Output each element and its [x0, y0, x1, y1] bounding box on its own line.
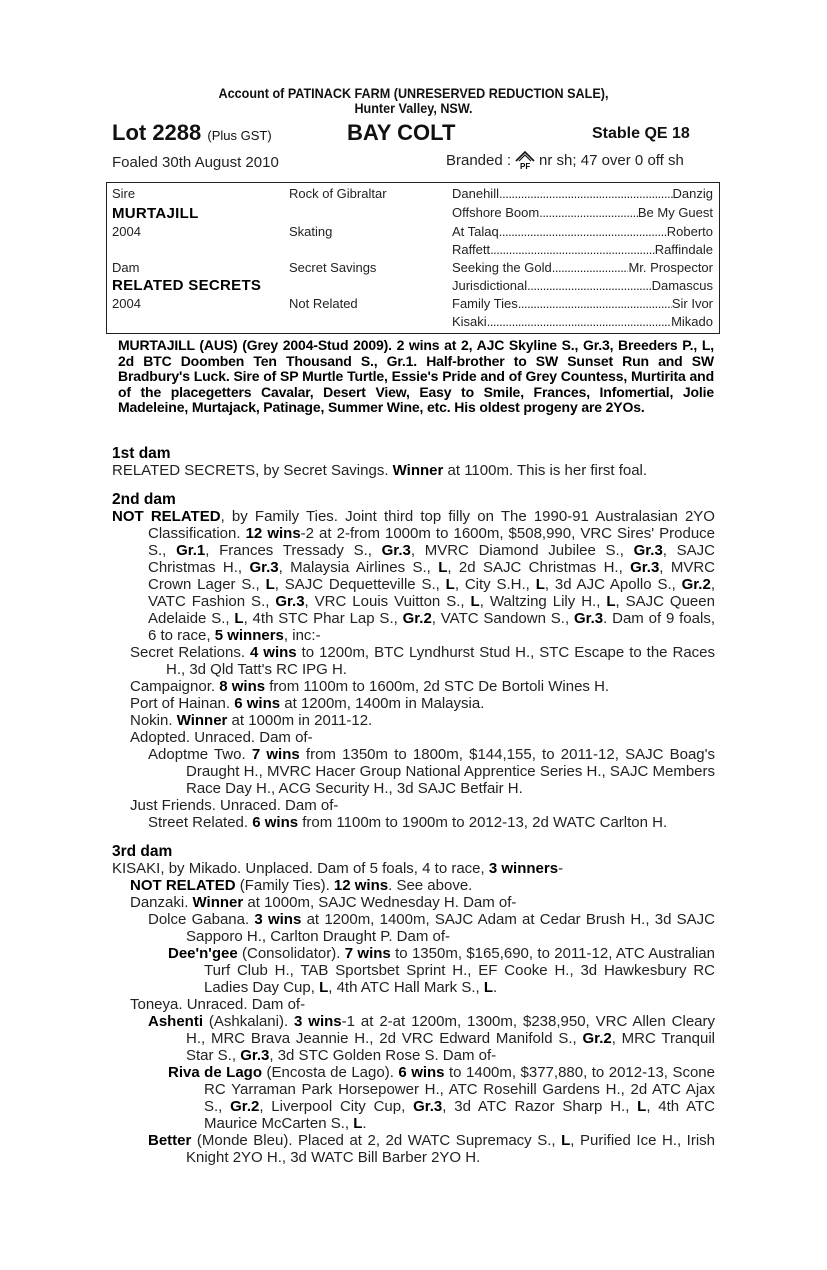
leader-dots [499, 224, 667, 239]
text: at 1200m, 1400m in Malaysia. [280, 695, 485, 712]
pedigree-entry [112, 508, 715, 644]
leader-dots [552, 260, 629, 275]
sire-summary: MURTAJILL (AUS) (Grey 2004-Stud 2009). 2 wins at 2, AJC Skyline S., Gr.3, Breeders P., L, 2d BTC Doomben Ten Thousand S., Gr.1. Half-brother to SW Sunset Run and SW Bradbury's Luck. Sire of SP Murtle Turtle, Essie's Pride and of Grey Countess, Murtirita and of the placegetters Cavalar, Desert View, Easy to Smile, Frances, Infomertial, Jolie Madeleine, Murtajack, Patinage, Summer Wine, etc. His oldest progeny are 2YOs. [118, 337, 714, 415]
pedigree-entry [112, 729, 715, 746]
text: at 1200m, 1400m, SAJC Adam at Cedar Brush H., 3d SAJC Sapporo H., Carlton Draught P. Dam of- [186, 911, 716, 945]
great-grandparent-name: Raffett [452, 242, 491, 257]
great-grandparent-sire: Be My Guest [637, 205, 713, 220]
leader-dots [527, 278, 651, 293]
brand-info [446, 150, 684, 170]
leader-dots [487, 314, 671, 329]
bold-text: 6 wins [252, 814, 299, 831]
bold-text: Gr.2 [681, 576, 711, 593]
great-grandparent-name: Seeking the Gold [452, 260, 552, 275]
text: to 1400m, $377,880, to 2012-13, Scone RC Yarraman Park Horsepower H., ATC Rosehill Gardens H., 2d ATC Ajax S., [204, 1064, 715, 1115]
text: , VRC Louis Vuitton S., [304, 593, 471, 610]
pedigree-entry [112, 712, 715, 729]
text: . [493, 979, 498, 996]
leader-dots [518, 296, 672, 311]
bold-text: L [438, 559, 448, 576]
bold-text: NOT RELATED [130, 877, 236, 894]
bold-text: Gr.3 [249, 559, 279, 576]
great-grandparent-sire: Mr. Prospector [628, 260, 713, 275]
female-line [112, 445, 715, 1166]
pedigree-entry [112, 695, 715, 712]
grandsire-maternal: Secret Savings [289, 260, 377, 275]
text: , Liverpool City Cup, [259, 1098, 414, 1115]
bold-text: L [353, 1115, 363, 1132]
bold-text: 7 wins [251, 746, 300, 763]
pedigree-entry [112, 945, 715, 996]
bold-text: NOT RELATED [112, 508, 221, 525]
pedigree-entry [112, 996, 715, 1013]
text: , Malaysia Airlines S., [278, 559, 439, 576]
bold-text: Gr.3 [573, 610, 604, 627]
foaled-date: Foaled 30th August 2010 [112, 154, 279, 171]
bold-text: Gr.3 [633, 542, 663, 559]
leader-dots [539, 205, 638, 220]
great-grandparent-name: At Talaq [452, 224, 499, 239]
great-grandparent-row [452, 186, 713, 201]
bold-text: Winner [192, 894, 244, 911]
text: Secret Relations. [130, 644, 250, 661]
bold-text: 12 wins [333, 877, 389, 894]
bold-text: Gr.3 [275, 593, 305, 610]
text: from 1350m to 1800m, $144,155, to 2011-12, SAJC Boag's Draught H., MVRC Hacer Group National Apprentice Series H., SAJC Members Race Day H., ACG Security H., 3d SAJC Betfair H. [186, 746, 715, 797]
great-grandparent-row [452, 314, 713, 329]
text: , 4th ATC Hall Mark S., [328, 979, 484, 996]
bold-text: 5 winners [214, 627, 284, 644]
bold-text: 3 wins [294, 1013, 342, 1030]
pedigree-entry [112, 814, 715, 831]
text: at 1000m in 2011-12. [227, 712, 373, 729]
text: RELATED SECRETS, by Secret Savings. [112, 462, 393, 479]
bold-text: L [561, 1132, 571, 1149]
text: . See above. [388, 877, 473, 894]
bold-text: 7 wins [344, 945, 391, 962]
great-grandparent-sire: Roberto [666, 224, 713, 239]
text: , Waltzing Lily H., [479, 593, 607, 610]
text: Danzaki. [130, 894, 193, 911]
text: , Frances Tressady S., [205, 542, 382, 559]
text: , 4th ATC Maurice McCarten S., [204, 1098, 715, 1132]
great-grandparent-sire: Sir Ivor [671, 296, 713, 311]
text: Adoptme Two. [148, 746, 252, 763]
bold-text: 4 wins [249, 644, 297, 661]
text: . [362, 1115, 367, 1132]
grandsire-paternal: Rock of Gibraltar [289, 186, 387, 201]
bold-text: 6 wins [234, 695, 281, 712]
pedigree-table [106, 182, 720, 334]
sire-label: Sire [112, 186, 136, 201]
vendor-line: Account of PATINACK FARM (UNRESERVED REDUCTION SALE), [218, 85, 609, 101]
great-grandparent-row [452, 278, 713, 293]
text: Dolce Gabana. [148, 911, 255, 928]
bold-text: Gr.3 [630, 559, 660, 576]
text: -1 at 2-at 1200m, 1300m, $238,950, VRC Allen Cleary H., MRC Brava Jeannie H., 2d VRC Edward Manifold S., [186, 1013, 715, 1047]
text: Nokin. [130, 712, 177, 729]
bold-text: 8 wins [219, 678, 266, 695]
svg-text:PF: PF [520, 162, 531, 170]
great-grandparent-name: Kisaki [452, 314, 487, 329]
great-grandparent-name: Family Ties [452, 296, 518, 311]
bold-text: Gr.3 [381, 542, 411, 559]
bold-text: Gr.2 [230, 1098, 260, 1115]
great-grandparent-name: Jurisdictional [452, 278, 528, 293]
stable-number: Stable QE 18 [592, 125, 690, 142]
text: Just Friends. Unraced. Dam of- [130, 797, 339, 814]
bold-text: Gr.1 [176, 542, 206, 559]
text: - [558, 860, 564, 877]
dam-year: 2004 [112, 296, 141, 311]
bold-text: L [535, 576, 545, 593]
text: , SAJC Dequetteville S., [274, 576, 446, 593]
granddam-paternal: Skating [289, 224, 333, 239]
text: , 2d SAJC Christmas H., [447, 559, 631, 576]
pedigree-entry [112, 877, 715, 894]
bold-text: L [637, 1098, 647, 1115]
text: , 3d ATC Razor Sharp H., [442, 1098, 638, 1115]
pedigree-entry [112, 860, 715, 877]
brand-text: nr sh; 47 over 0 off sh [539, 151, 684, 169]
great-grandparent-row [452, 260, 713, 275]
text: , VATC Fashion S., [148, 576, 715, 610]
pedigree-entry [112, 1013, 715, 1064]
bold-text: Ashenti [148, 1013, 204, 1030]
text: , 3d AJC Apollo S., [544, 576, 682, 593]
text: Adopted. Unraced. Dam of- [130, 729, 313, 746]
text: at 1000m, SAJC Wednesday H. Dam of- [243, 894, 517, 911]
text: KISAKI, by Mikado. Unplaced. Dam of 5 foals, 4 to race, [112, 860, 489, 877]
gst-note: (Plus GST) [207, 128, 272, 143]
text: , SAJC Christmas H., [148, 542, 716, 576]
bold-text: Gr.2 [582, 1030, 612, 1047]
great-grandparent-row [452, 224, 713, 239]
text: to 1200m, BTC Lyndhurst Stud H., STC Escape to the Races H., 3d Qld Tatt's RC IPG H. [166, 644, 716, 678]
section-heading: 2nd dam [112, 491, 176, 508]
pedigree-entry [112, 911, 715, 945]
sire-name: MURTAJILL [112, 205, 199, 222]
lot-label: Lot 2288 [112, 120, 202, 145]
great-grandparent-row [452, 242, 713, 257]
bold-text: 3 winners [488, 860, 559, 877]
dam-label: Dam [112, 260, 140, 275]
pedigree-entry [112, 894, 715, 911]
text: (Consolidator). [237, 945, 345, 962]
pedigree-entry [112, 644, 715, 678]
section-heading: 1st dam [112, 445, 171, 462]
bold-text: Dee'n'gee [168, 945, 238, 962]
text: from 1100m to 1900m to 2012-13, 2d WATC Carlton H. [298, 814, 668, 831]
text: , VATC Sandown S., [431, 610, 574, 627]
great-grandparent-sire: Danzig [672, 186, 713, 201]
bold-text: 12 wins [245, 525, 301, 542]
bold-text: Gr.3 [413, 1098, 443, 1115]
bold-text: L [606, 593, 616, 610]
text: at 1100m. This is her first foal. [443, 462, 648, 479]
great-grandparent-name: Danehill [452, 186, 499, 201]
text: . Dam of 9 foals, 6 to race, [148, 610, 715, 644]
branded-label: Branded : [446, 151, 512, 169]
vendor-location: Hunter Valley, NSW. [354, 100, 473, 116]
bold-text: Riva de Lago [168, 1064, 262, 1081]
text: (Family Ties). [235, 877, 334, 894]
granddam-maternal: Not Related [289, 296, 358, 311]
text: Port of Hainan. [130, 695, 235, 712]
pf-brand-icon [514, 150, 536, 170]
bold-text: L [470, 593, 480, 610]
text: to 1350m, $165,690, to 2011-12, ATC Australian Turf Club H., TAB Sportsbet Sprint H., EF Cooke H., 3d Hawkesbury RC Ladies Day Cup, [204, 945, 715, 996]
pedigree-entry [112, 678, 715, 695]
text: , Purified Ice H., Irish Knight 2YO H., 3d WATC Bill Barber 2YO H. [186, 1132, 715, 1166]
bold-text: Winner [176, 712, 228, 729]
dam-name: RELATED SECRETS [112, 277, 262, 294]
bold-text: 3 wins [254, 911, 302, 928]
pedigree-entry [112, 1132, 715, 1166]
bold-text: Winner [392, 462, 444, 479]
text: , MRC Tranquil Star S., [186, 1030, 716, 1064]
great-grandparent-sire: Damascus [651, 278, 713, 293]
leader-dots [499, 186, 673, 201]
bold-text: L [445, 576, 455, 593]
text: , MVRC Diamond Jubilee S., [410, 542, 634, 559]
pedigree-entry [112, 462, 715, 479]
text: Street Related. [148, 814, 253, 831]
text: (Monde Bleu). Placed at 2, 2d WATC Supremacy S., [191, 1132, 562, 1149]
pedigree-entry [112, 797, 715, 814]
great-grandparent-row [452, 296, 713, 311]
great-grandparent-sire: Mikado [671, 314, 713, 329]
bold-text: L [234, 610, 244, 627]
bold-text: Gr.2 [402, 610, 432, 627]
great-grandparent-sire: Raffindale [654, 242, 713, 257]
bold-text: L [319, 979, 329, 996]
bold-text: Better [148, 1132, 192, 1149]
bold-text: Gr.3 [240, 1047, 270, 1064]
great-grandparent-row [452, 205, 713, 220]
bold-text: L [483, 979, 494, 996]
text: , by Family Ties. Joint third top filly on The 1990-91 Australasian 2YO Classification. [148, 508, 715, 542]
text: , 4th STC Phar Lap S., [243, 610, 403, 627]
text: , MVRC Crown Lager S., [148, 559, 716, 593]
text: from 1100m to 1600m, 2d STC De Bortoli Wines H. [265, 678, 610, 695]
section-heading: 3rd dam [112, 843, 173, 860]
text: (Ashkalani). [203, 1013, 295, 1030]
lot-number [112, 120, 272, 146]
lot-description: BAY COLT [347, 120, 456, 145]
text: , inc:- [283, 627, 321, 644]
bold-text: L [265, 576, 275, 593]
pedigree-entry [112, 746, 715, 797]
text: -2 at 2-from 1000m to 1600m, $508,990, VRC Sires' Produce S., [148, 525, 716, 559]
text: , 3d STC Golden Rose S. Dam of- [269, 1047, 497, 1064]
sire-year: 2004 [112, 224, 141, 239]
text: Toneya. Unraced. Dam of- [130, 996, 306, 1013]
leader-dots [490, 242, 655, 257]
text: , City S.H., [454, 576, 536, 593]
great-grandparent-name: Offshore Boom [452, 205, 540, 220]
pedigree-entry [112, 1064, 715, 1132]
text: (Encosta de Lago). [262, 1064, 399, 1081]
text: , SAJC Queen Adelaide S., [148, 593, 715, 627]
text: Campaignor. [130, 678, 220, 695]
bold-text: 6 wins [398, 1064, 445, 1081]
